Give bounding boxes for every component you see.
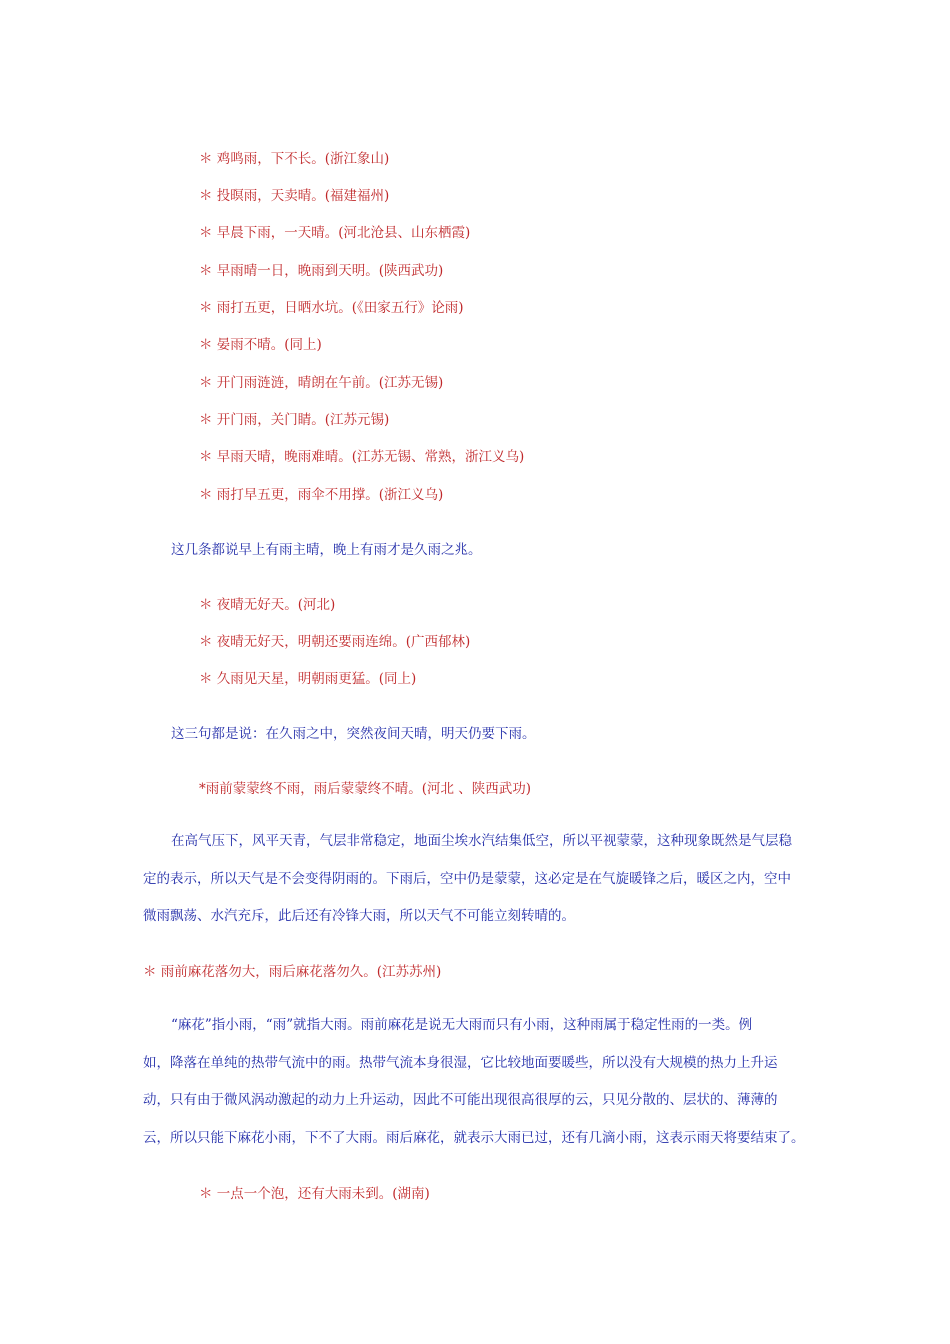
paragraph-line: 如，降落在单纯的热带气流中的雨。热带气流本身很湿，它比较地面要暖些，所以没有大规模的热力上升运 xyxy=(143,1054,778,1071)
paragraph-line: 定的表示，所以天气是不会变得阴雨的。下雨后，空中仍是蒙蒙，这必定是在气旋暖锋之后，暖区之内，空中 xyxy=(143,870,791,887)
proverb-line: ＊ 雨打早五更，雨伞不用撑。(浙江义乌) xyxy=(199,487,444,503)
paragraph-line: 动，只有由于微风涡动激起的动力上升运动，因此不可能出现很高很厚的云，只见分散的、层状的、薄薄的 xyxy=(143,1092,778,1108)
proverb-line: ＊ 投暝雨，天卖晴。(福建福州) xyxy=(199,188,390,204)
proverb-line: ＊ 开门雨涟涟，晴朗在午前。(江苏无锡) xyxy=(199,375,444,391)
proverb-line: ＊ 夜晴无好天，明朝还要雨连绵。(广西郁林) xyxy=(199,634,471,650)
proverb-line: ＊ 一点一个泡，还有大雨未到。(湖南) xyxy=(199,1186,430,1202)
proverb-line: ＊ 开门雨，关门睛。(江苏元锡) xyxy=(199,412,390,428)
proverb-line: ＊ 雨前麻花落勿大，雨后麻花落勿久。(江苏苏州) xyxy=(143,964,442,980)
paragraph-line: 云，所以只能下麻花小雨，下不了大雨。雨后麻花，就表示大雨已过，还有几滴小雨，这表示雨天将要结束了。 xyxy=(143,1129,805,1146)
note-text: 这三句都是说：在久雨之中，突然夜间天晴，明天仍要下雨。 xyxy=(171,726,536,742)
proverb-line: ＊ 雨打五更，日晒水坑。(《田家五行》论雨) xyxy=(199,300,464,316)
proverb-line: *雨前蒙蒙终不雨，雨后蒙蒙终不晴。(河北 、陕西武功) xyxy=(199,781,532,797)
explanation-paragraph xyxy=(143,1007,808,1157)
proverb-line: ＊ 晏雨不晴。(同上) xyxy=(199,337,322,353)
paragraph-line: 在高气压下，风平天青，气层非常稳定，地面尘埃水汽结集低空，所以平视蒙蒙，这种现象既然是气层稳 xyxy=(171,833,792,849)
paragraph-line: 微雨飘荡、水汽充斥，此后还有冷锋大雨，所以天气不可能立刻转晴的。 xyxy=(143,908,575,924)
explanation-paragraph xyxy=(143,823,808,936)
paragraph-line: “麻花”指小雨，“雨”就指大雨。雨前麻花是说无大雨而只有小雨，这种雨属于稳定性雨的一类。例 xyxy=(171,1017,753,1033)
proverb-line: ＊ 夜晴无好天。(河北) xyxy=(199,597,336,613)
proverb-line: ＊ 早雨晴一日，晚雨到天明。(陕西武功) xyxy=(199,263,444,279)
proverb-line: ＊ 早雨天晴，晚雨难晴。(江苏无锡、常熟，浙江义乌) xyxy=(199,449,525,465)
proverb-line: ＊ 鸡鸣雨，下不长。(浙江象山) xyxy=(199,151,390,167)
proverb-line: ＊ 早晨下雨，一天晴。(河北沧县、山东栖霞) xyxy=(199,225,471,241)
note-text: 这几条都说早上有雨主晴，晚上有雨才是久雨之兆。 xyxy=(171,542,482,558)
proverb-line: ＊ 久雨见天星，明朝雨更猛。(同上) xyxy=(199,671,417,687)
